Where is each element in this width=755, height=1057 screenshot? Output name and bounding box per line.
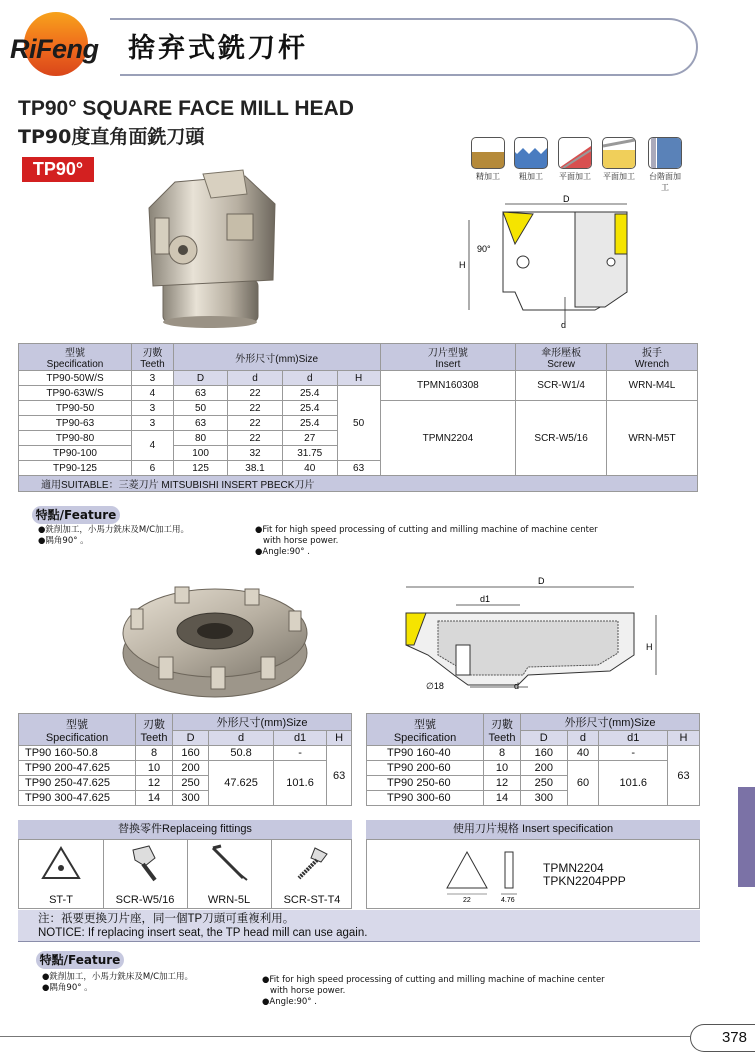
insert-width-label: 22 xyxy=(463,897,471,904)
section-side-tab xyxy=(738,787,755,887)
footer-rule xyxy=(0,1036,690,1037)
table-row: TP90 200-60 xyxy=(367,761,484,776)
product-title-en: TP90° SQUARE FACE MILL HEAD xyxy=(18,97,354,120)
insert-seat-icon xyxy=(41,846,81,882)
fitting-scr-st: SCR-ST-T4 xyxy=(271,840,353,908)
angle-label: 90° xyxy=(477,244,491,254)
feature-tab-2: 特點/Feature xyxy=(36,951,124,969)
H-last: 63 xyxy=(337,461,380,476)
insert-models: TPMN2204 TPKN2204PPP xyxy=(543,861,626,888)
dim-D-label: D xyxy=(563,194,570,204)
table-row: TP90-63 xyxy=(19,416,132,431)
spec-table-1: 型號 Specification 刃數 Teeth 外形尺寸(mm)Size 刀片型號 Insert 傘形壓板 Screw 扳手 Wrench TP90-50W/S 3 D d d H TPMN160308 SCR-W1/4 WRN-M4L TP90-63W/S 4 63 22 25.4 50 TP90-50 3 50 22 25.4 TPMN2204 SCR-W5/16 WRN-M5T TP90-63 3 63 22 25.4 TP90-80 4 80 22 27 TP90-100 100 32 31.75 TP90-125 6 125 38.1 40 63 適用SUITABLE：三菱刀片 MITSUBISHI INSERT PBECK刀片 xyxy=(18,343,698,492)
product-title-cn: TP90度直角面銑刀頭 xyxy=(18,126,205,148)
wrench-icon xyxy=(207,844,251,884)
dim2-D-label: D xyxy=(538,576,545,586)
spec-header: 型號 Specification xyxy=(19,344,132,371)
page-title: 捨弃式銑刀杆 xyxy=(128,33,308,64)
machining-shoulder: 台階面加工 xyxy=(647,137,683,189)
feature-cn-2: ●銑削加工，小馬力銑床及M/C加工用。 ●隅角90° 。 xyxy=(42,972,194,993)
screw-a: SCR-W1/4 xyxy=(516,371,607,401)
fittings-panel xyxy=(18,839,352,909)
face-milling-yellow-icon xyxy=(602,137,636,169)
brand-logo xyxy=(10,10,110,80)
fittings-title: 替換零件Replaceing fittings xyxy=(18,820,352,840)
table-row: TP90-63W/S xyxy=(19,386,132,401)
face-mill-large-photo xyxy=(115,575,315,705)
mill-large-drawing xyxy=(398,575,663,700)
face-mill-head-photo xyxy=(135,168,285,328)
dim-d-label: d xyxy=(561,320,567,330)
teeth-header: 刃數 Teeth xyxy=(132,344,174,371)
insert-yellow-right xyxy=(615,214,627,254)
model-badge: TP90° xyxy=(22,157,94,182)
seat-screw-icon xyxy=(291,844,331,884)
wrench-a: WRN-M4L xyxy=(606,371,697,401)
size-header: 外形尺寸(mm)Size xyxy=(173,344,380,371)
dim2-H-label: H xyxy=(646,642,653,652)
wrench-b: WRN-M5T xyxy=(606,401,697,476)
page-number: 378 xyxy=(690,1024,755,1052)
screw-icon xyxy=(125,844,165,884)
table-row: TP90 300-60 xyxy=(367,791,484,806)
shoulder-milling-icon xyxy=(648,137,682,169)
fitting-scr-w: SCR-W5/16 xyxy=(103,840,188,908)
suitable-note: 適用SUITABLE：三菱刀片 MITSUBISHI INSERT PBECK刀片 xyxy=(19,476,698,492)
teeth-header: 刃數 Teeth xyxy=(136,714,173,746)
fitting-st-t: ST-T xyxy=(19,840,104,908)
machining-face-1: 平面加工 xyxy=(557,137,593,189)
finishing-icon xyxy=(471,137,505,169)
table-row: TP90 200-47.625 xyxy=(19,761,136,776)
table-row: TP90-125 xyxy=(19,461,132,476)
insert-spec-title: 使用刀片規格 Insert specification xyxy=(366,820,700,840)
table-row: TP90 250-47.625 xyxy=(19,776,136,791)
screw-b: SCR-W5/16 xyxy=(516,401,607,476)
spec-header: 型號 Specification xyxy=(367,714,484,746)
table-row: TP90-100 xyxy=(19,446,132,461)
feature-tab-1: 特點/Feature xyxy=(32,506,120,524)
face-milling-red-icon xyxy=(558,137,592,169)
insert-b: TPMN2204 xyxy=(380,401,516,476)
teeth-header: 刃數 Teeth xyxy=(484,714,521,746)
table-row: TP90 160-40 xyxy=(367,746,484,761)
machining-finishing: 精加工 xyxy=(470,137,506,189)
dim2-d-label: d xyxy=(514,681,520,691)
H-group: 50 xyxy=(337,386,380,461)
feature-en-1: ●Fit for high speed processing of cutting and milling machine of machine center with horse power. ●Angle:90° . xyxy=(255,525,598,557)
table-row: TP90-50 xyxy=(19,401,132,416)
machining-face-2: 平面加工 xyxy=(601,137,637,189)
dim2-d1-label: d1 xyxy=(480,594,491,604)
dim2-dia-label: ∅18 xyxy=(426,681,444,691)
insert-spec-panel xyxy=(366,839,700,909)
spec-header: 型號 Specification xyxy=(19,714,136,746)
insert-header: 刀片型號 Insert xyxy=(380,344,516,371)
size-header: 外形尺寸(mm)Size xyxy=(521,714,700,731)
feature-cn-1: ●銑削加工，小馬力銑床及M/C加工用。 ●隅角90° 。 xyxy=(38,525,190,546)
dim-H-label: H xyxy=(459,260,466,270)
table-row: TP90-80 xyxy=(19,431,132,446)
brand-name: RiFeng xyxy=(10,34,99,64)
wrench-header: 扳手 Wrench xyxy=(606,344,697,371)
table-row: TP90 300-47.625 xyxy=(19,791,136,806)
fitting-wrn: WRN-5L xyxy=(187,840,272,908)
mill-head-drawing xyxy=(455,192,655,332)
insert-a: TPMN160308 xyxy=(380,371,516,401)
roughing-icon xyxy=(514,137,548,169)
table-row: TP90 160-50.8 xyxy=(19,746,136,761)
insert-thick-label: 4.76 xyxy=(501,897,515,904)
screw-header: 傘形壓板 Screw xyxy=(516,344,607,371)
size-header: 外形尺寸(mm)Size xyxy=(173,714,352,731)
feature-en-2: ●Fit for high speed processing of cutting and milling machine of machine center with horse power. ●Angle:90° . xyxy=(262,975,605,1007)
notice: 注：祇要更換刀片座，同一個TP刀頭可重複利用。 NOTICE: If replacing insert seat, the TP head mill can use again. xyxy=(18,910,700,942)
machining-roughing: 粗加工 xyxy=(513,137,549,189)
spec-table-3: 型號 Specification 刃數 Teeth 外形尺寸(mm)Size D d d1 H TP90 160-40 8 160 40 - 63 TP90 200-60 10 200 60 101.6 TP90 250-60 12 250 TP90 300-60 14 300 xyxy=(366,713,700,806)
spec-table-2: 型號 Specification 刃數 Teeth 外形尺寸(mm)Size D d d1 H TP90 160-50.8 8 160 50.8 - 63 TP90 200-47.625 10 200 47.625 101.6 TP90 250-47.625 12 250 TP90 300-47.625 14 300 xyxy=(18,713,352,806)
table-row: TP90-50W/S xyxy=(19,371,132,386)
table-row: TP90 250-60 xyxy=(367,776,484,791)
